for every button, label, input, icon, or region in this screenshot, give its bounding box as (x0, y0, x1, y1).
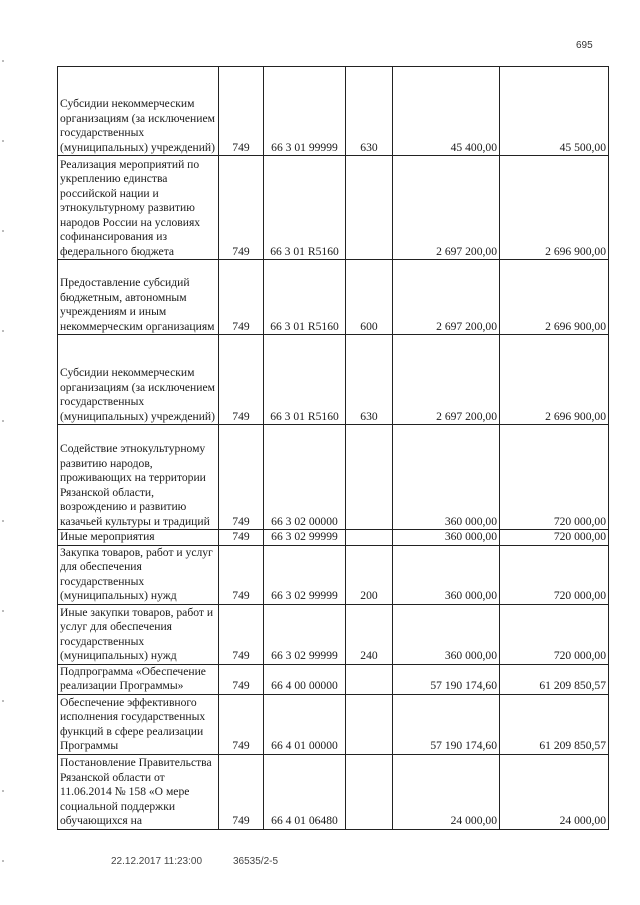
table-row (58, 664, 609, 694)
row-vr: 630 (346, 67, 393, 156)
row-ved: 749 (219, 604, 264, 664)
row-name: Обеспечение эффективного исполнения государственных функций в сфере реализации Программы (58, 694, 219, 754)
row-vr (346, 425, 393, 530)
row-csr: 66 3 01 R5160 (264, 156, 346, 260)
row-vr (346, 530, 393, 546)
row-sum-year1: 2 697 200,00 (393, 335, 500, 425)
row-sum-year1: 24 000,00 (393, 754, 500, 829)
table-row (58, 604, 609, 664)
table-row (58, 694, 609, 754)
row-sum-year2: 720 000,00 (500, 545, 609, 604)
row-name: Содействие этнокультурному развитию народов, проживающих на территории Рязанской области, возрождению и развитию казачьей культуры и традиций (58, 425, 219, 530)
row-vr (346, 156, 393, 260)
row-sum-year1: 360 000,00 (393, 425, 500, 530)
row-csr: 66 3 02 00000 (264, 425, 346, 530)
row-sum-year1: 2 697 200,00 (393, 260, 500, 335)
row-vr: 600 (346, 260, 393, 335)
row-sum-year1: 360 000,00 (393, 530, 500, 546)
row-sum-year1: 360 000,00 (393, 604, 500, 664)
footer-doc-code: 36535/2-5 (233, 856, 279, 867)
row-ved: 749 (219, 425, 264, 530)
row-name: Подпрограмма «Обеспечение реализации Программы» (58, 664, 219, 694)
row-sum-year1: 2 697 200,00 (393, 156, 500, 260)
row-sum-year2: 720 000,00 (500, 530, 609, 546)
row-csr: 66 3 01 99999 (264, 67, 346, 156)
row-csr: 66 3 02 99999 (264, 530, 346, 546)
row-sum-year2: 720 000,00 (500, 604, 609, 664)
row-csr: 66 4 00 00000 (264, 664, 346, 694)
row-sum-year2: 61 209 850,57 (500, 664, 609, 694)
row-name: Иные закупки товаров, работ и услуг для обеспечения государственных (муниципальных) нужд (58, 604, 219, 664)
table-row (58, 425, 609, 530)
row-vr (346, 754, 393, 829)
page-number: 695 (576, 40, 593, 51)
row-sum-year2: 2 696 900,00 (500, 260, 609, 335)
row-sum-year2: 61 209 850,57 (500, 694, 609, 754)
row-sum-year1: 360 000,00 (393, 545, 500, 604)
row-vr: 630 (346, 335, 393, 425)
row-csr: 66 3 01 R5160 (264, 260, 346, 335)
table-row (58, 530, 609, 546)
row-name: Реализация мероприятий по укреплению единства российской нации и этнокультурному развитию народов России на условиях софинансирования из федерального бюджета (58, 156, 219, 260)
row-ved: 749 (219, 156, 264, 260)
row-sum-year2: 2 696 900,00 (500, 156, 609, 260)
table-row (58, 545, 609, 604)
table-row (58, 754, 609, 829)
row-csr: 66 3 02 99999 (264, 545, 346, 604)
footer-timestamp: 22.12.2017 11:23:00 (111, 856, 203, 867)
table-row (58, 335, 609, 425)
row-csr: 66 3 02 99999 (264, 604, 346, 664)
row-vr: 200 (346, 545, 393, 604)
row-vr (346, 694, 393, 754)
row-name: Субсидии некоммерческим организациям (за исключением государственных (муниципальных) учреждений) (58, 335, 219, 425)
row-vr (346, 664, 393, 694)
row-csr: 66 3 01 R5160 (264, 335, 346, 425)
row-sum-year2: 45 500,00 (500, 67, 609, 156)
row-ved: 749 (219, 664, 264, 694)
row-csr: 66 4 01 06480 (264, 754, 346, 829)
row-sum-year2: 24 000,00 (500, 754, 609, 829)
row-sum-year1: 57 190 174,60 (393, 664, 500, 694)
table-row (58, 260, 609, 335)
row-ved: 749 (219, 530, 264, 546)
row-sum-year2: 720 000,00 (500, 425, 609, 530)
row-ved: 749 (219, 545, 264, 604)
budget-table (57, 66, 609, 830)
row-vr: 240 (346, 604, 393, 664)
table-row (58, 67, 609, 156)
row-sum-year1: 57 190 174,60 (393, 694, 500, 754)
row-ved: 749 (219, 754, 264, 829)
row-ved: 749 (219, 335, 264, 425)
table-row (58, 156, 609, 260)
row-ved: 749 (219, 67, 264, 156)
row-name: Иные мероприятия (58, 530, 219, 546)
row-ved: 749 (219, 694, 264, 754)
scan-edge-marks (0, 0, 8, 905)
row-name: Постановление Правительства Рязанской области от 11.06.2014 № 158 «О мере социальной поддержки обучающихся на (58, 754, 219, 829)
row-name: Закупка товаров, работ и услуг для обеспечения государственных (муниципальных) нужд (58, 545, 219, 604)
row-sum-year1: 45 400,00 (393, 67, 500, 156)
row-name: Субсидии некоммерческим организациям (за исключением государственных (муниципальных) учреждений) (58, 67, 219, 156)
row-sum-year2: 2 696 900,00 (500, 335, 609, 425)
row-csr: 66 4 01 00000 (264, 694, 346, 754)
row-ved: 749 (219, 260, 264, 335)
row-name: Предоставление субсидий бюджетным, автономным учреждениям и иным некоммерческим организациям (58, 260, 219, 335)
